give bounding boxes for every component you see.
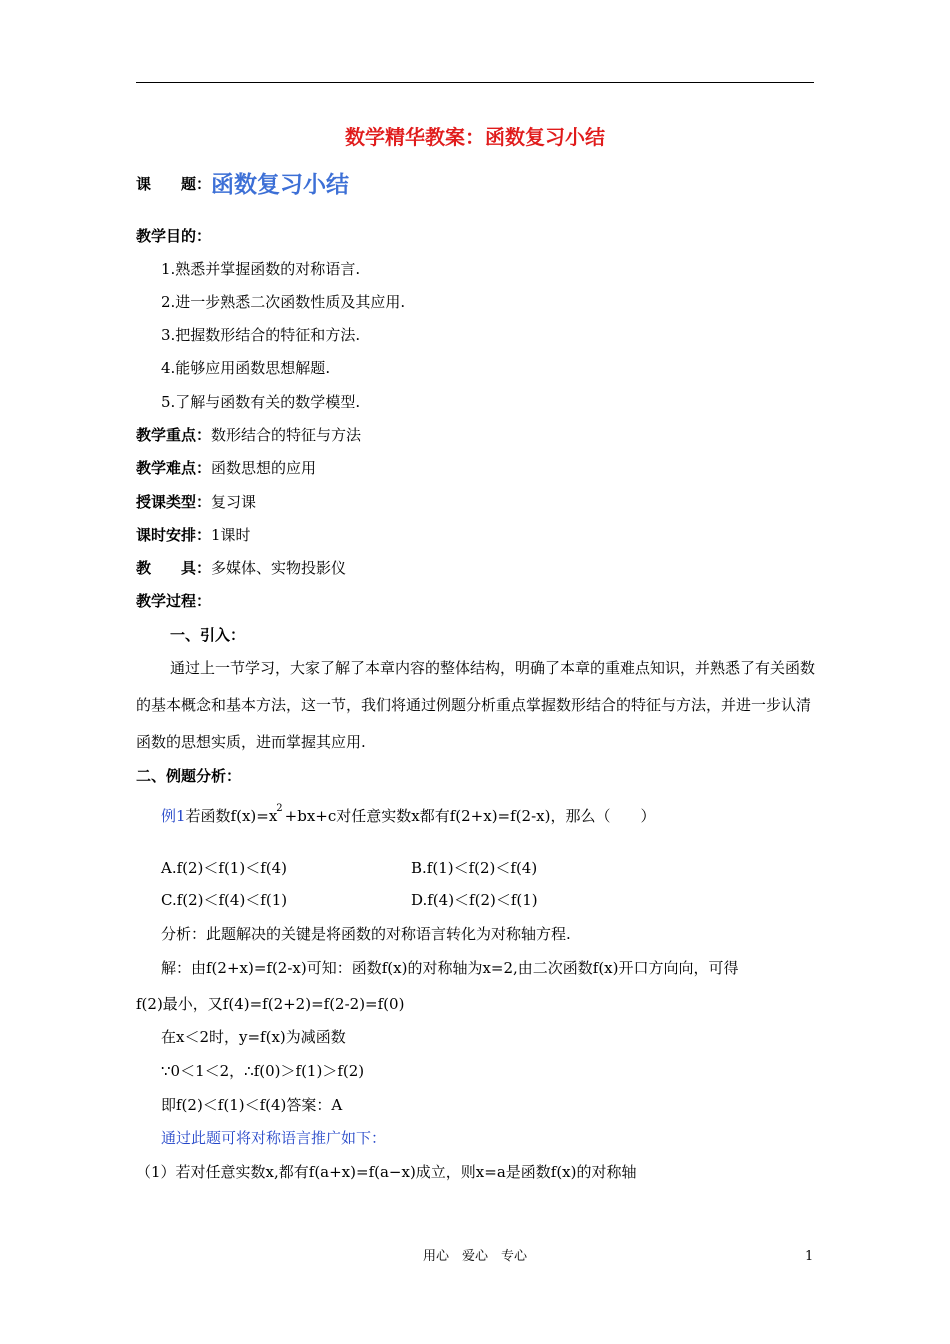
key-label: 教学重点： [136,426,212,444]
topic-value: 函数复习小结 [211,172,350,198]
process-label: 教学过程： [136,592,212,610]
difficulty-line [136,458,316,478]
example-text-b: +bx+c对任意实数x都有f(2+x)=f(2-x)，那么（ ） [284,807,656,825]
example-1-question [161,803,656,829]
solution-line: 解：由f(2+x)=f(2-x)可知：函数f(x)的对称轴为x=2,由二次函数f(x)开口方向向，可得 [161,959,739,977]
tools-line [136,558,346,578]
difficulty-value: 函数思想的应用 [211,459,317,477]
tools-label: 教 具： [136,559,212,577]
generalize-text: 通过此题可将对称语言推广如下： [161,1129,387,1147]
main-title: 数学精华教案：函数复习小结 [345,125,605,149]
type-label: 授课类型： [136,493,212,511]
objective-item: 5.了解与函数有关的数学模型. [161,393,361,411]
objectives-label: 教学目的： [136,227,212,245]
footer-motto: 用心 爱心 专心 [422,1249,527,1264]
example-label: 例1 [161,807,186,825]
example-text-a: 若函数f(x)=x [185,807,278,825]
example-exponent: 2 [276,803,283,814]
objective-item: 4.能够应用函数思想解题. [161,359,331,377]
difficulty-label: 教学难点： [136,459,212,477]
analysis-text: 分析：此题解决的关键是将函数的对称语言转化为对称轴方程. [161,925,571,943]
schedule-label: 课时安排： [136,526,212,544]
choices-row-1 [161,858,661,878]
topic-line [136,172,350,198]
objective-item: 2.进一步熟悉二次函数性质及其应用. [161,293,406,311]
tools-value: 多媒体、实物投影仪 [211,559,347,577]
type-value: 复习课 [211,493,257,511]
solution-line: f(2)最小，又f(4)=f(2+2)=f(2-2)=f(0) [136,995,405,1013]
key-value: 数形结合的特征与方法 [211,426,362,444]
solution-line: 在x＜2时，y=f(x)为减函数 [161,1028,346,1046]
header-rule [136,82,814,83]
topic-label: 课 题： [136,175,212,193]
objective-item: 3.把握数形结合的特征和方法. [161,326,361,344]
type-line [136,492,256,512]
schedule-value: 1课时 [211,526,251,544]
intro-paragraph: 通过上一节学习，大家了解了本章内容的整体结构，明确了本章的重难点知识，并熟悉了有关函数的基本概念和基本方法，这一节，我们将通过例题分析重点掌握数形结合的特征与方法，并进一步认清函数的思想实质，进而掌握其应用. [136,659,816,751]
section2-heading: 二、例题分析： [136,767,242,785]
choices-row-2 [161,890,661,910]
choice-a: A.f(2)＜f(1)＜f(4) [161,859,287,877]
choice-b: B.f(1)＜f(2)＜f(4) [411,859,538,877]
page-number: 1 [805,1249,814,1264]
choice-d: D.f(4)＜f(2)＜f(1) [411,891,538,909]
schedule-line [136,525,251,545]
choice-c: C.f(2)＜f(4)＜f(1) [161,891,288,909]
key-point-line [136,425,361,445]
section1-heading: 一、引入： [170,626,246,644]
solution-line: 即f(2)＜f(1)＜f(4)答案：A [161,1096,343,1114]
rule-1-text: （1）若对任意实数x,都有f(a+x)=f(a−x)成立，则x=a是函数f(x)的对称轴 [136,1163,637,1181]
objective-item: 1.熟悉并掌握函数的对称语言. [161,260,361,278]
solution-line: ∵0＜1＜2，∴f(0)＞f(1)＞f(2) [161,1062,365,1080]
